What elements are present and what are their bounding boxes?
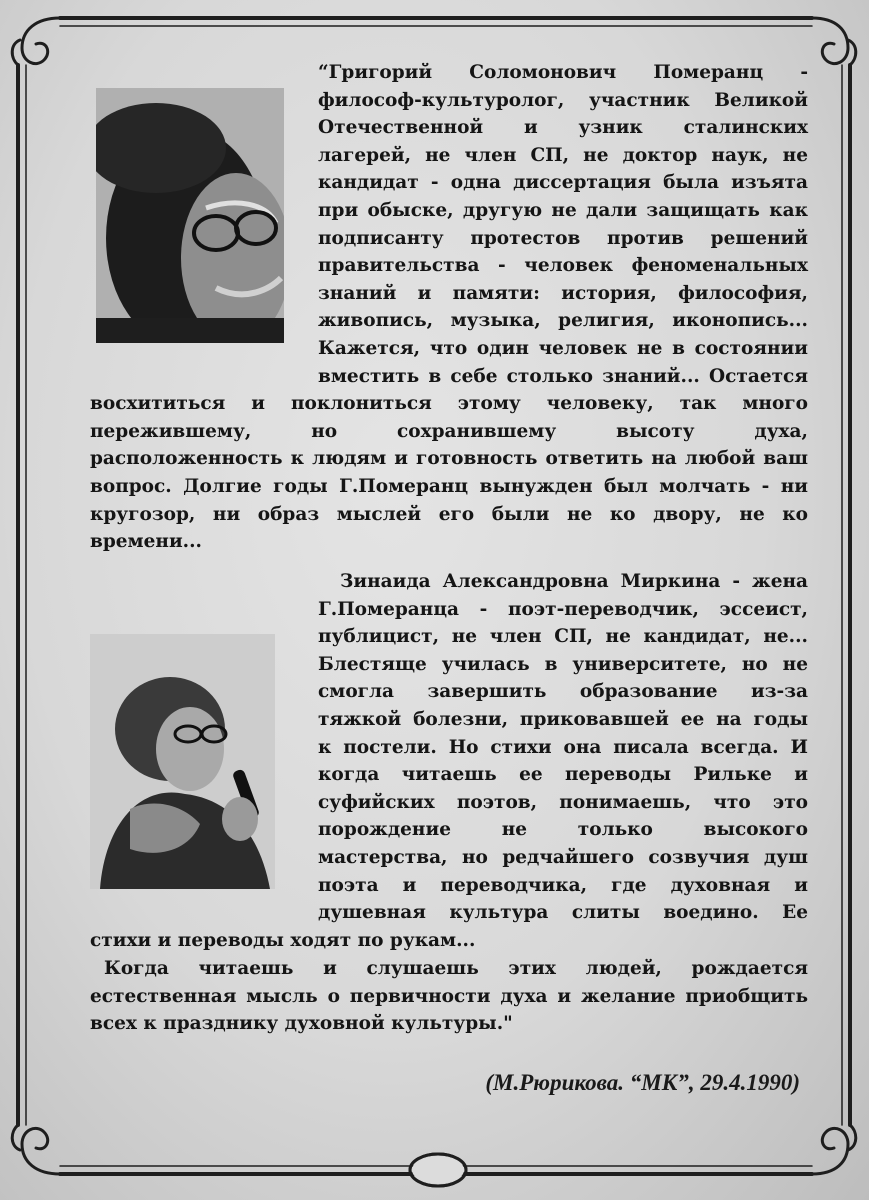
paragraph-1-line: расположенность к людям и готовность ответить на любой ваш: [90, 448, 808, 470]
paragraph-1-line: пережившему, но сохранившему высоту духа,: [90, 420, 808, 442]
paragraph-2-line: Г.Померанца - поэт-переводчик, эссеист,: [318, 598, 808, 620]
paragraph-1-line: Кажется, что один человек не в состоянии: [318, 338, 808, 359]
paragraph-1-line: правительства - человек феноменальных: [318, 255, 808, 277]
paragraph-2-line: Зинаида Александровна Миркина - жена: [340, 571, 808, 592]
paragraph-2-line: суфийских поэтов, понимаешь, что это: [318, 791, 808, 813]
paragraph-2-line: поэта и переводчика, где духовная и: [318, 874, 808, 896]
paragraph-2-line: порождение не только высокого: [318, 819, 808, 841]
paragraph-1-line: философ-культуролог, участник Великой: [318, 89, 808, 111]
portrait-photo-man: [96, 88, 284, 343]
paragraph-2-line: душевная культура слиты воедино. Ее: [318, 902, 808, 924]
paragraph-2-line: Блестяще училась в университете, но не: [318, 653, 808, 675]
portrait-woman-image: [90, 634, 275, 889]
paragraph-1-line: “Григорий Соломонович Померанц -: [318, 62, 808, 83]
paragraph-1-line: знаний и памяти: история, философия,: [318, 282, 808, 304]
paragraph-2-line: мастерства, но редчайшего созвучия душ: [318, 847, 808, 868]
paragraph-1-line: кругозор, ни образ мыслей его были не ко двору, не ко: [90, 503, 808, 525]
paragraph-2-line: когда читаешь ее переводы Рильке и: [318, 764, 808, 786]
paragraph-3-line: всех к празднику духовной культуры.": [90, 1013, 513, 1035]
paragraph-2-line: публицист, не член СП, не кандидат, не...: [318, 626, 808, 648]
paragraph-1-line: Отечественной и узник сталинских: [318, 117, 808, 139]
paragraph-3-line: Когда читаешь и слушаешь этих людей, рождается: [104, 958, 808, 979]
portrait-photo-woman: [90, 634, 275, 889]
paragraph-1-line: при обыске, другую не дали защищать как: [318, 200, 808, 221]
paragraph-2-line: стихи и переводы ходят по рукам...: [90, 929, 476, 951]
paragraph-1-line: живопись, музыка, религия, иконопись...: [318, 310, 808, 332]
paragraph-1-line: подписанту протестов против решений: [318, 227, 808, 249]
paragraph-1-line: вместить в себе столько знаний... Остается: [318, 365, 808, 387]
paragraph-2-line: тяжкой болезни, приковавшей ее на годы: [318, 709, 808, 730]
paragraph-2-line: смогла завершить образование из-за: [318, 681, 808, 703]
portrait-man-image: [96, 88, 284, 343]
paragraph-1-line: времени...: [90, 531, 202, 553]
source-credit: (М.Рюрикова. “МК”, 29.4.1990): [485, 1070, 800, 1095]
paragraph-1-line: кандидат - одна диссертация была изъята: [318, 172, 808, 194]
paragraph-1-line: восхититься и поклониться этому человеку, так много: [90, 393, 808, 415]
paragraph-2-line: к постели. Но стихи она писала всегда. И: [318, 736, 808, 758]
paragraph-1-line: лагерей, не член СП, не доктор наук, не: [318, 144, 808, 166]
paragraph-1-line: вопрос. Долгие годы Г.Померанц вынужден был молчать - ни: [90, 476, 808, 497]
paragraph-3-line: естественная мысль о первичности духа и желание приобщить: [90, 985, 808, 1007]
